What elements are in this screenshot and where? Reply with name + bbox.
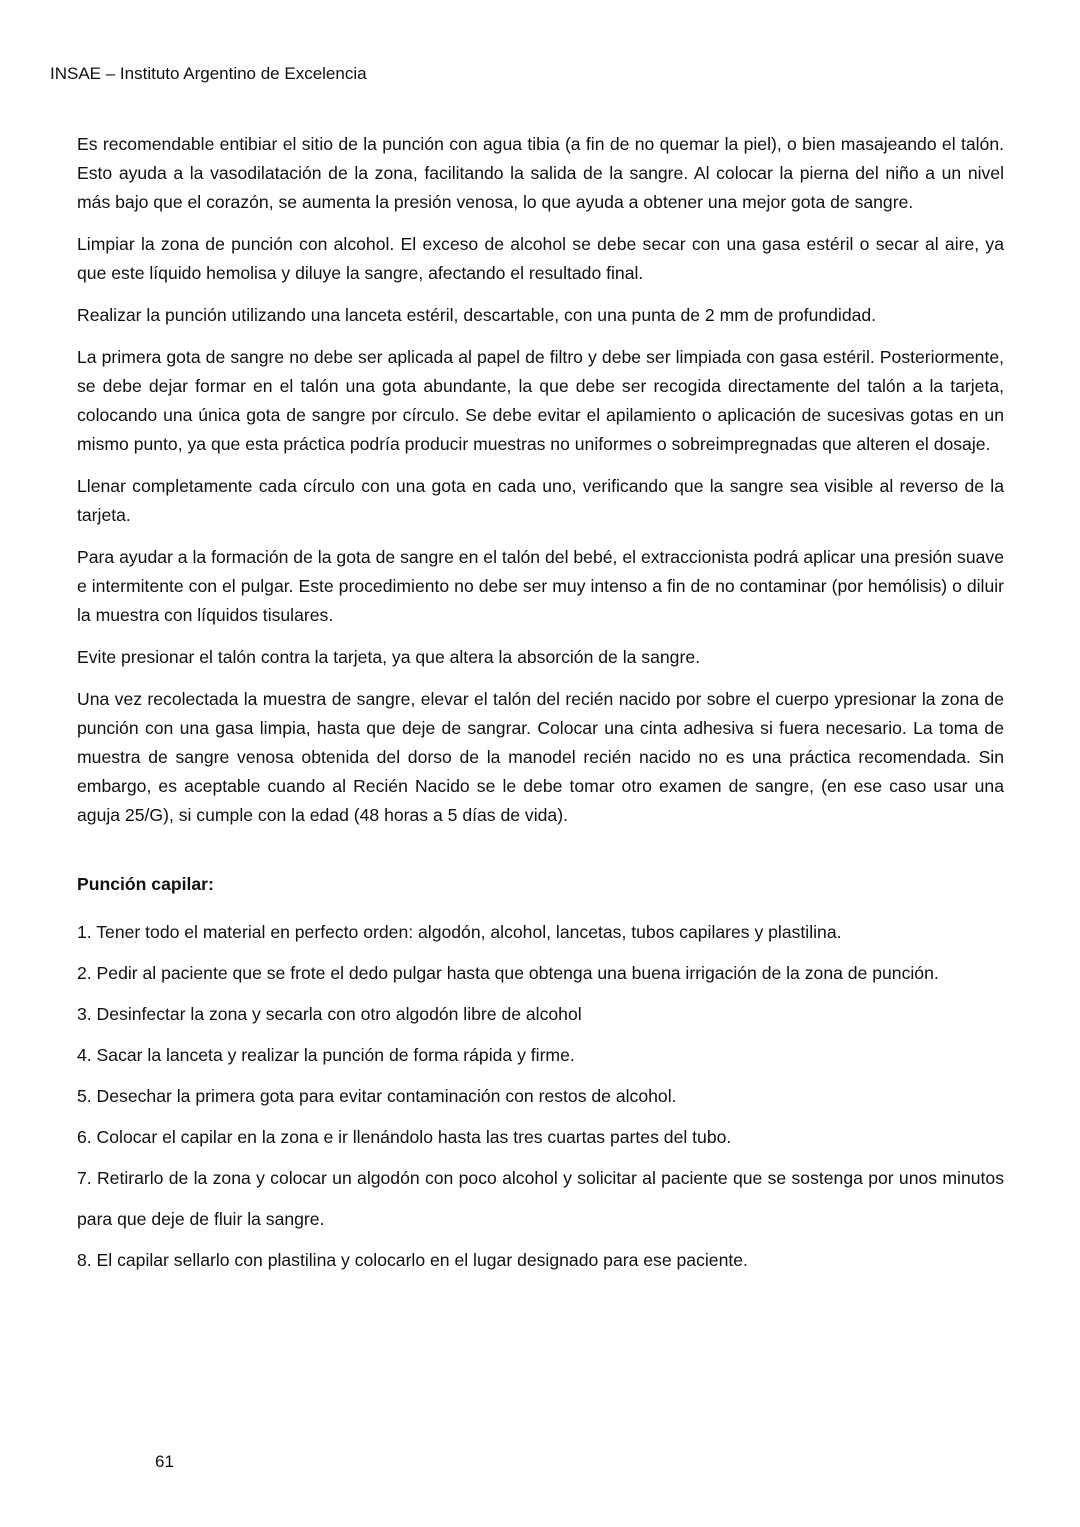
paragraph: Limpiar la zona de punción con alcohol. El exceso de alcohol se debe secar con una gasa estéril o secar al aire, ya que este líquido hemolisa y diluye la sangre, afectando el resultado final. [77, 234, 1004, 283]
list-item: 4. Sacar la lanceta y realizar la punción de forma rápida y firme. [77, 1045, 575, 1065]
list-item: 8. El capilar sellarlo con plastilina y colocarlo en el lugar designado para ese paciente. [77, 1250, 748, 1270]
list-item: 3. Desinfectar la zona y secarla con otro algodón libre de alcohol [77, 1004, 582, 1024]
paragraph: Realizar la punción utilizando una lanceta estéril, descartable, con una punta de 2 mm de profundidad. [77, 305, 877, 325]
page-header: INSAE – Instituto Argentino de Excelencia [50, 64, 367, 83]
list-item: 7. Retirarlo de la zona y colocar un algodón con poco alcohol y solicitar al paciente que se sostenga por unos minutos para que deje de fluir la sangre. [77, 1168, 1004, 1229]
list-item: 2. Pedir al paciente que se frote el dedo pulgar hasta que obtenga una buena irrigación de la zona de punción. [77, 963, 939, 983]
steps-list [77, 912, 1004, 1281]
paragraph: Evite presionar el talón contra la tarjeta, ya que altera la absorción de la sangre. [77, 647, 700, 667]
paragraph: La primera gota de sangre no debe ser aplicada al papel de filtro y debe ser limpiada con gasa estéril. Posteriormente, se debe dejar formar en el talón una gota abundante, la que debe ser recogida directamente del talón a la tarjeta, colocando una única gota de sangre por círculo. Se debe evitar el apilamiento o aplicación de sucesivas gotas en un mismo punto, ya que esta práctica podría producir muestras no uniformes o sobreimpregnadas que alteren el dosaje. [77, 347, 1004, 454]
list-item: 5. Desechar la primera gota para evitar contaminación con restos de alcohol. [77, 1086, 677, 1106]
page-number: 61 [155, 1452, 174, 1471]
paragraph: Para ayudar a la formación de la gota de sangre en el talón del bebé, el extraccionista podrá aplicar una presión suave e intermitente con el pulgar. Este procedimiento no debe ser muy intenso a fin de no contaminar (por hemólisis) o diluir la muestra con líquidos tisulares. [77, 547, 1004, 625]
paragraph: Llenar completamente cada círculo con una gota en cada uno, verificando que la sangre sea visible al reverso de la tarjeta. [77, 476, 1004, 525]
section-heading: Punción capilar: [77, 874, 214, 894]
paragraph: Una vez recolectada la muestra de sangre, elevar el talón del recién nacido por sobre el cuerpo ypresionar la zona de punción con una gasa limpia, hasta que deje de sangrar. Colocar una cinta adhesiva si fuera necesario. La toma de muestra de sangre venosa obtenida del dorso de la manodel recién nacido no es una práctica recomendada. Sin embargo, es aceptable cuando al Recién Nacido se le debe tomar otro examen de sangre, (en ese caso usar una aguja 25/G), si cumple con la edad (48 horas a 5 días de vida). [77, 689, 1004, 825]
list-item: 6. Colocar el capilar en la zona e ir llenándolo hasta las tres cuartas partes del tubo. [77, 1127, 732, 1147]
body-content [77, 130, 1004, 1281]
list-item: 1. Tener todo el material en perfecto orden: algodón, alcohol, lancetas, tubos capilares y plastilina. [77, 922, 842, 942]
paragraph: Es recomendable entibiar el sitio de la punción con agua tibia (a fin de no quemar la piel), o bien masajeando el talón. Esto ayuda a la vasodilatación de la zona, facilitando la salida de la sangre. Al colocar la pierna del niño a un nivel más bajo que el corazón, se aumenta la presión venosa, lo que ayuda a obtener una mejor gota de sangre. [77, 134, 1004, 212]
